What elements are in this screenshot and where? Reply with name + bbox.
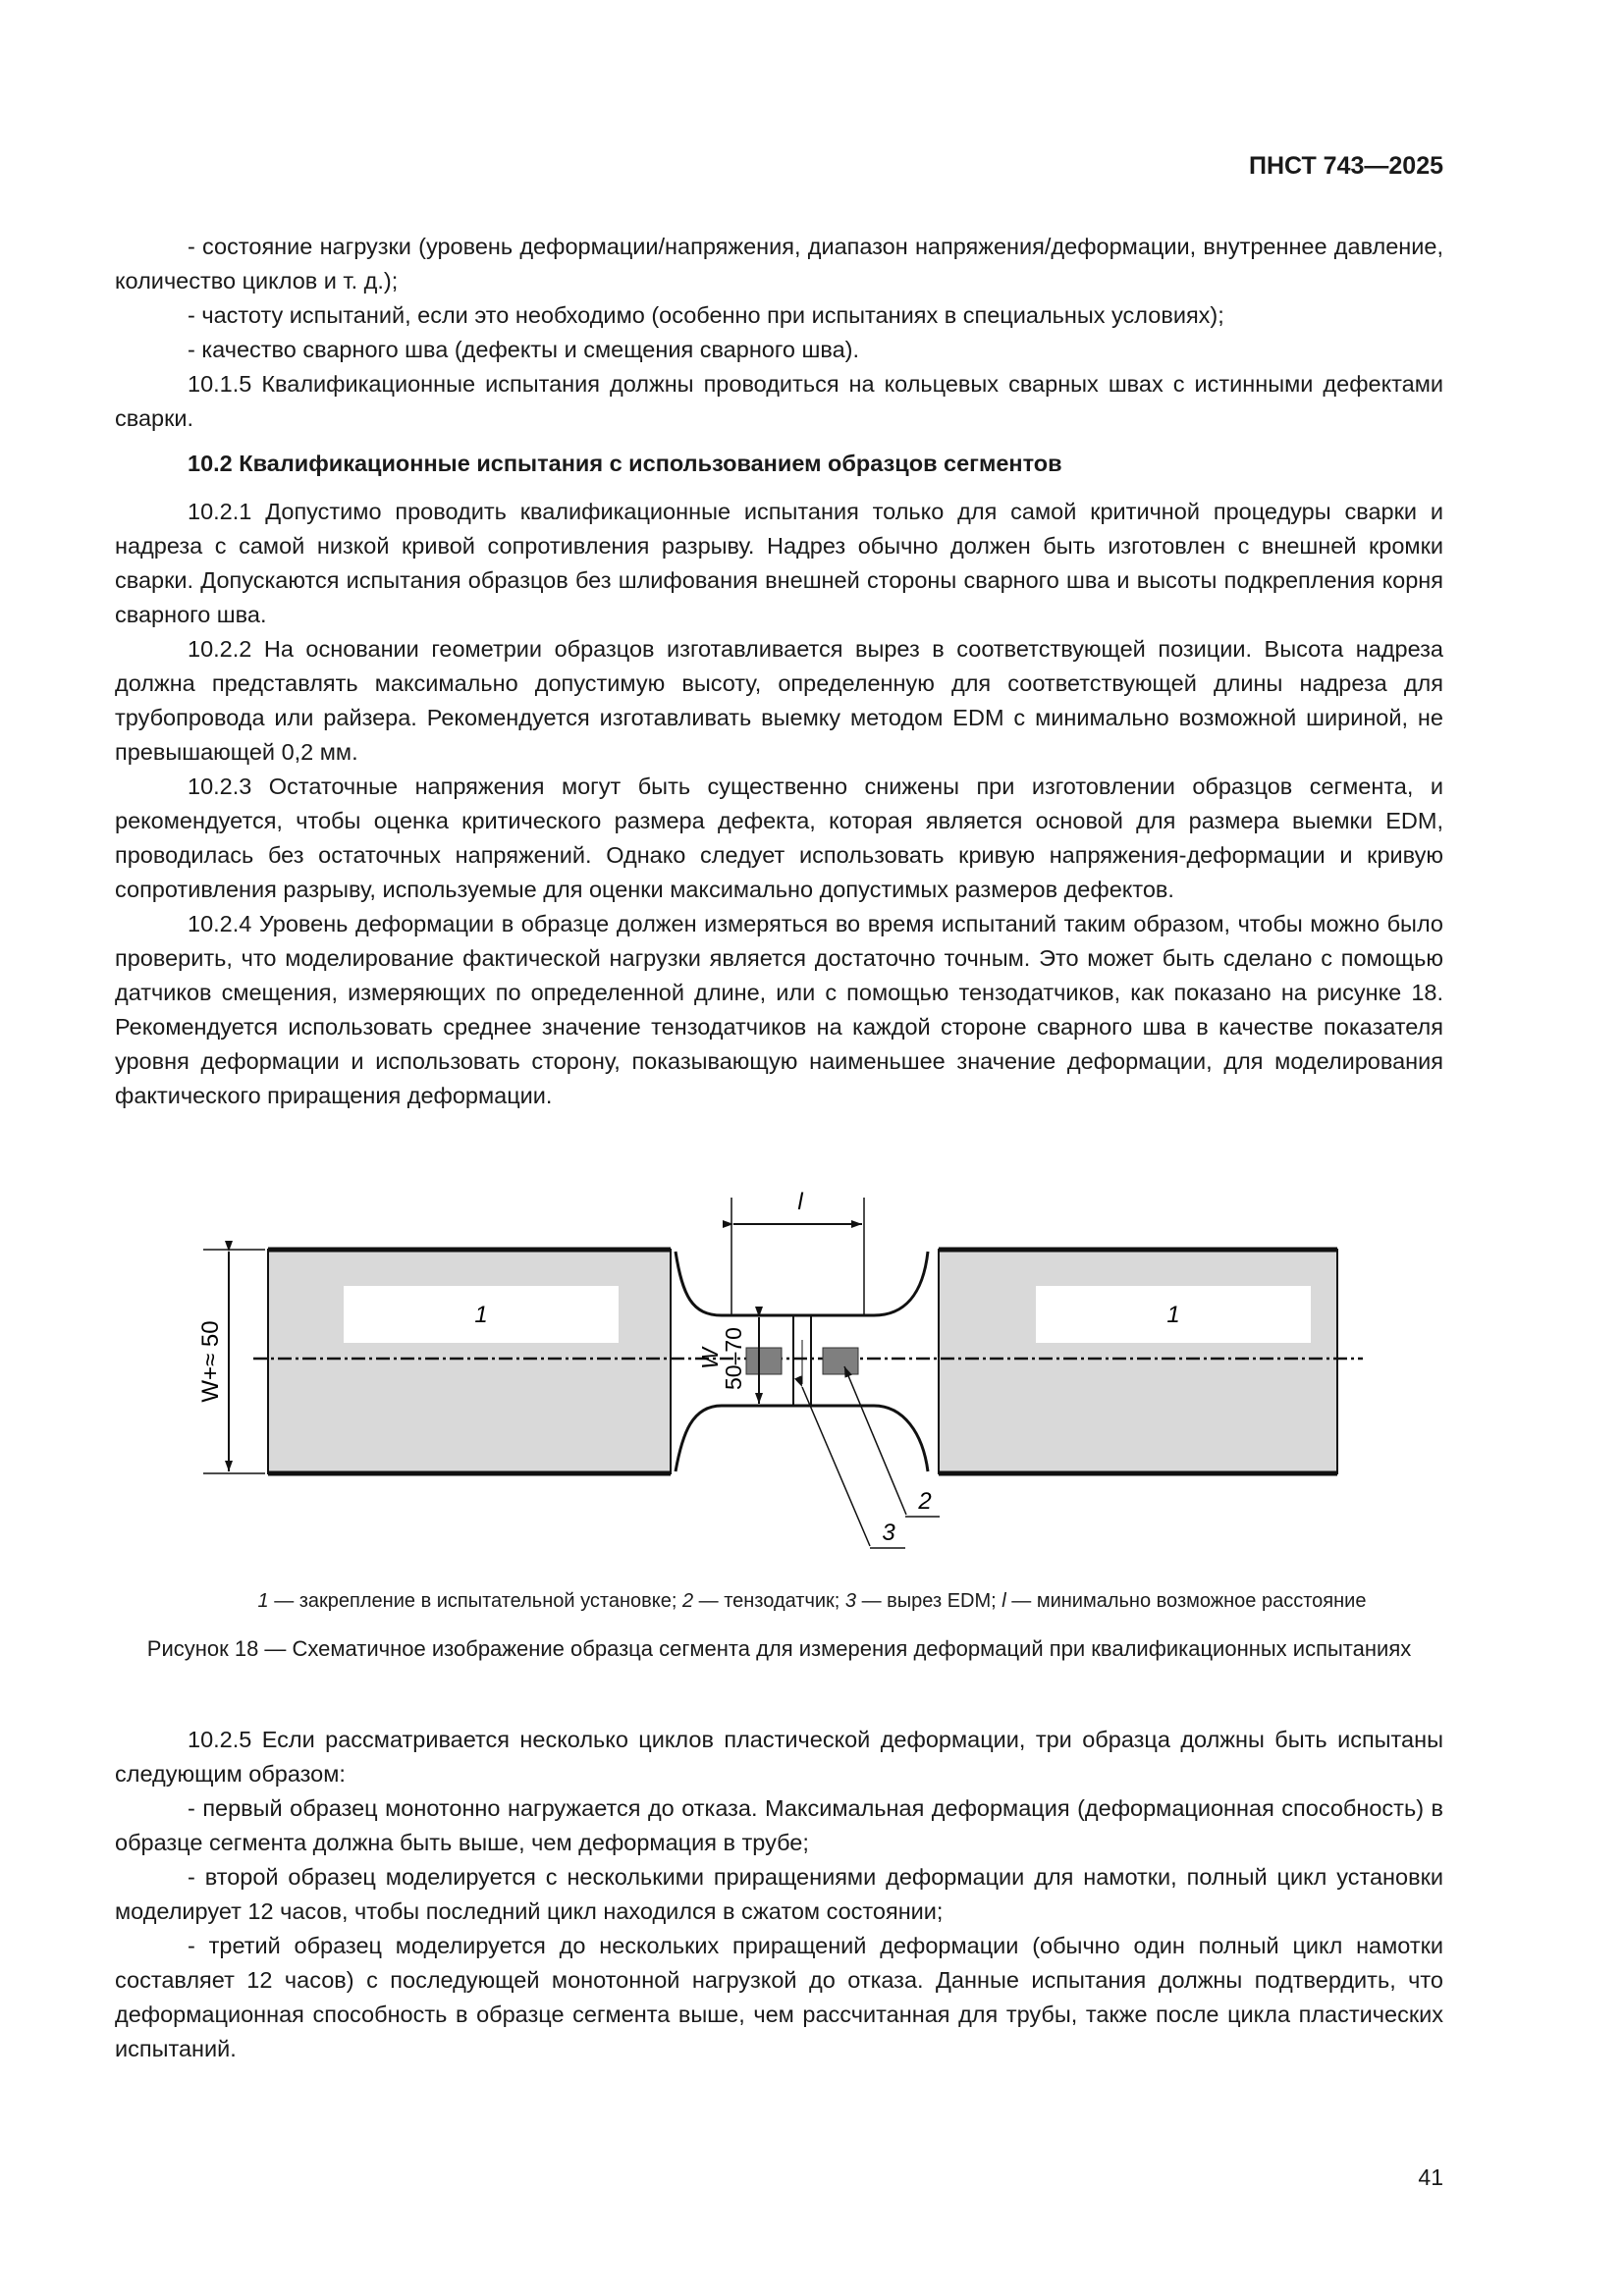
paragraph-10-2-1: 10.2.1 Допустимо проводить квалификационные испытания только для самой критичной процедуры сварки и надреза с самой низкой кривой сопротивления разрыву. Надрез обычно должен быть изготовлен с внешней кромки сварки. Допускаются испытания образцов без шлифования внешней стороны сварного шва и высоты подкрепления корня сварного шва. — [115, 499, 1443, 627]
legend-text: — вырез EDM; — [856, 1590, 1002, 1612]
legend-key: 2 — [681, 1590, 694, 1612]
legend-text: — тензодатчик; — [693, 1590, 845, 1612]
paragraph-10-1-5: 10.1.5 Квалификационные испытания должны проводиться на кольцевых сварных швах с истинными дефектами сварки. — [115, 371, 1443, 431]
paragraph-10-2-4: 10.2.4 Уровень деформации в образце должен измеряться во время испытаний таким образом, чтобы можно было проверить, что моделирование фактической нагрузки является достаточно точным. Это может быть сделано с помощью датчиков смещения, измеряющих по определенной длине, или с помощью тензодатчиков, как показано на рисунке 18. Рекомендуется использовать среднее значение тензодатчиков на каждой стороне сварного шва в качестве показателя уровня деформации и использовать сторону, показывающую наименьшее значение деформации, для моделирования фактического приращения деформации. — [115, 911, 1443, 1108]
list-item: - состояние нагрузки (уровень деформации/напряжения, диапазон напряжения/деформации, внутреннее давление, количество циклов и т. д.); — [115, 234, 1443, 294]
figure-caption: Рисунок 18 — Схематичное изображение образца сегмента для измерения деформаций при квалификационных испытаниях — [146, 1636, 1412, 1661]
strain-gauge-left — [746, 1348, 782, 1374]
legend-key: l — [1001, 1590, 1006, 1612]
paragraph-10-2-3: 10.2.3 Остаточные напряжения могут быть существенно снижены при изготовлении образцов сегмента, и рекомендуется, чтобы оценка критического размера дефекта, которая является основой для размера выемки EDM, проводилась без остаточных напряжений. Однако следует использовать кривую напряжения-деформации и кривую сопротивления разрыву, используемые для оценки максимально допустимых размеров дефектов. — [115, 774, 1443, 902]
label-neck-range: 50–70 — [721, 1327, 746, 1390]
label-width-outer: W+≈ 50 — [197, 1320, 224, 1403]
label-clamp-left: 1 — [474, 1302, 488, 1328]
text-block-4 — [115, 1723, 1443, 2066]
strain-gauge-right — [823, 1348, 858, 1374]
right-clamp-block — [939, 1250, 1337, 1473]
paragraph-10-2-2: 10.2.2 На основании геометрии образцов изготавливается вырез в соответствующей позиции. Высота надреза должна представлять максимально допустимую высоту, определенную для соответствующей длины надреза для трубопровода или райзера. Рекомендуется изготавливать выемку методом EDM с минимально возможной шириной, не превышающей 0,2 мм. — [115, 636, 1443, 765]
label-length: l — [797, 1189, 803, 1215]
figure-legend — [0, 1590, 1624, 1613]
list-item: - первый образец монотонно нагружается до отказа. Максимальная деформация (деформационная способность) в образце сегмента должна быть выше, чем деформация в трубе; — [115, 1795, 1443, 1855]
list-item: - третий образец моделируется до нескольких приращений деформации (обычно один полный цикл намотки составляет 12 часов) с последующей монотонной нагрузкой до отказа. Данные испытания должны подтвердить, что деформационная способность в образце сегмента выше, чем рассчитанная для трубы, также после цикла пластических испытаний. — [115, 1933, 1443, 2061]
legend-key: 3 — [844, 1590, 857, 1612]
label-clamp-right: 1 — [1166, 1302, 1180, 1328]
label-gauge: 2 — [918, 1488, 932, 1515]
document-id: ПНСТ 743—2025 — [1249, 152, 1443, 180]
page-number: 41 — [1418, 2164, 1443, 2190]
legend-key: 1 — [257, 1590, 269, 1612]
label-neck-w: W — [697, 1348, 723, 1369]
left-clamp-block — [268, 1250, 671, 1473]
legend-text: — минимально возможное расстояние — [1005, 1590, 1367, 1612]
legend-text: — закрепление в испытательной установке; — [268, 1590, 682, 1612]
section-heading: 10.2 Квалификационные испытания с использованием образцов сегментов — [188, 451, 1062, 476]
paragraph-10-2-5: 10.2.5 Если рассматривается несколько циклов пластической деформации, три образца должны быть испытаны следующим образом: — [115, 1727, 1443, 1787]
list-item: - частоту испытаний, если это необходимо (особенно при испытаниях в специальных условиях); — [188, 302, 1224, 328]
list-item: - качество сварного шва (дефекты и смещения сварного шва). — [188, 337, 860, 362]
label-notch: 3 — [882, 1520, 895, 1546]
specimen-neck — [676, 1252, 928, 1315]
list-item: - второй образец моделируется с несколькими приращениями деформации для намотки, полный цикл установки моделирует 12 часов, чтобы последний цикл находился в сжатом состоянии; — [115, 1864, 1443, 1924]
